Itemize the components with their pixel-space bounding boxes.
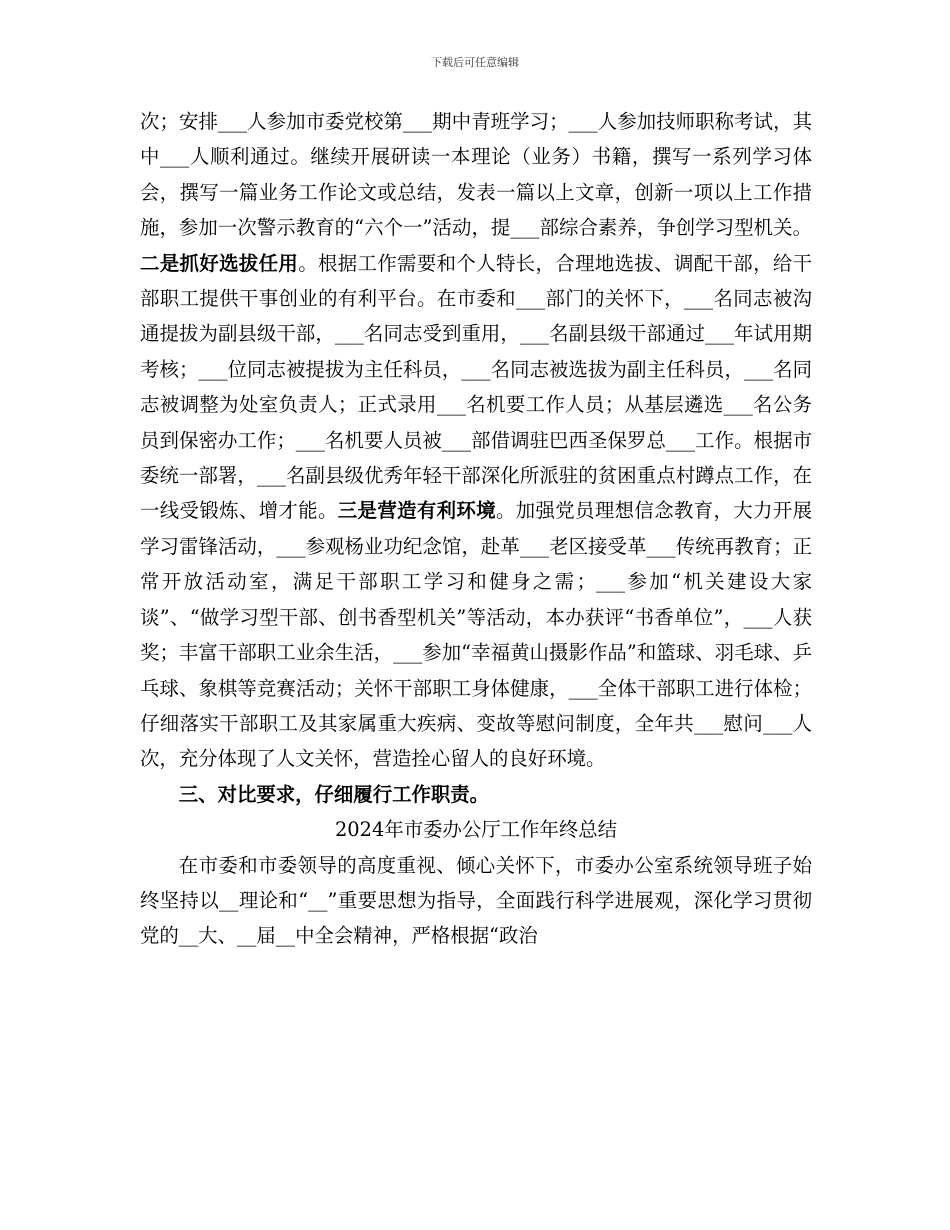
- header-note: 下载后可任意编辑: [431, 56, 519, 69]
- paragraph-selection-environment: [140, 104, 812, 777]
- intro-paragraph: 在市委和市委领导的高度重视、倾心关怀下，市委办公室系统领导班子始终坚持以__理论和“__”重要思想为指导，全面践行科学进展观，深化学习贯彻党的__大、__届__中全会精神，严格根据“政治: [140, 853, 812, 948]
- document-body: [140, 104, 812, 954]
- section-heading: 三、对比要求，仔细履行工作职责。: [178, 782, 490, 806]
- paragraph-text: 。根据工作需要和个人特长，合理地选拔、调配干部，给干部职工提供干事创业的有利平台。在市委和___部门的关怀下，___名同志被沟通提拔为副县级干部，___名同志受到重用，___名副县级干部通过___年试用期考核；___位同志被提拔为主任科员，___名同志被选拔为副主任科员，___名同志被调整为处室负责人；正式录用___名机要工作人员；从基层遴选___名公务员到保密办工作；___名机要人员被___部借调驻巴西圣保罗总___工作。根据市委统一部署，___名副县级优秀年轻干部深化所派驻的贫困重点村蹲点工作，在一线受锻炼、增才能。: [140, 251, 813, 523]
- document-title: 2024年市委办公厅工作年终总结: [334, 818, 618, 842]
- bold-subheading-environment: 三是营造有利环境: [337, 499, 496, 523]
- paragraph-text: 次；安排___人参加市委党校第___期中青班学习；___人参加技师职称考试，其中___人顺利通过。继续开展研读一本理论（业务）书籍，撰写一系列学习体会，撰写一篇业务工作论文或总结，发表一篇以上文章，创新一项以上工作措施，参加一次警示教育的“六个一”活动，提___部综合素养，争创学习型机关。: [140, 110, 812, 240]
- bold-subheading-selection: 二是抓好选拔任用: [140, 251, 299, 275]
- paragraph-text: 。加强党员理想信念教育，大力开展学习雷锋活动，___参观杨业功纪念馆，赴革___老区接受革___传统再教育；正常开放活动室，满足干部职工学习和健身之需；___参加“机关建设大家谈”、“做学习型干部、创书香型机关”等活动，本办获评“书香单位”，___人获奖；丰富干部职工业余生活，___参加“幸福黄山摄影作品”和篮球、羽毛球、乒乓球、象棋等竞赛活动；关怀干部职工身体健康，___全体干部职工进行体检；仔细落实干部职工及其家属重大疾病、变故等慰问制度，全年共___慰问___人次，充分体现了人文关怀，营造拴心留人的良好环境。: [140, 499, 813, 771]
